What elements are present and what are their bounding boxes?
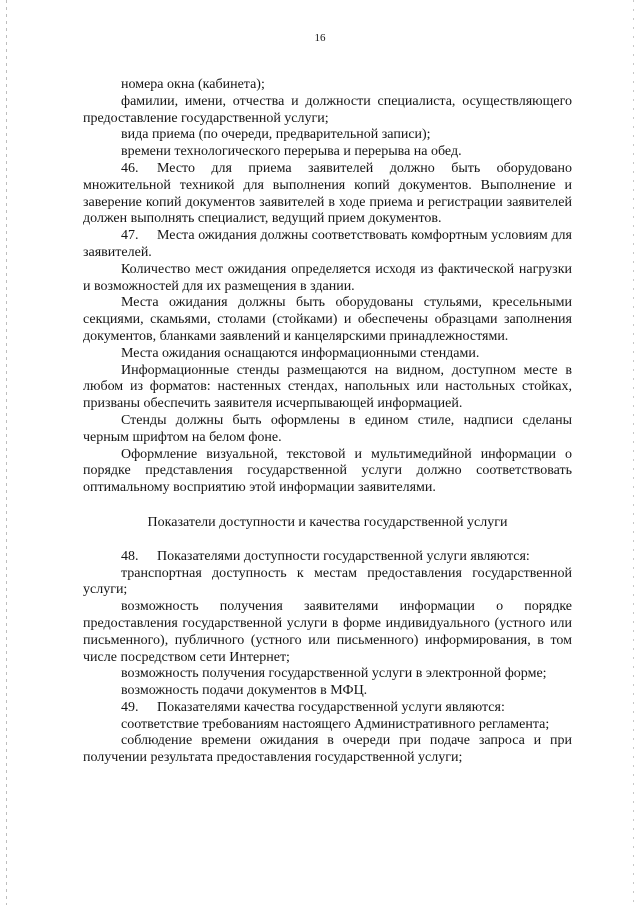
paragraph [83,127,572,144]
paragraph [83,94,572,128]
paragraph-text: фамилии, имени, отчества и должности специалиста, осуществляющего предоставление государственной услуги; [83,93,572,126]
scan-edge-right [633,0,634,905]
paragraph-text: Места ожидания должны соответствовать комфортным условиям для заявителей. [83,228,572,260]
clause-number: 49. [121,699,139,715]
paragraph-text: транспортная доступность к местам предоставления государственной услуги; [83,565,572,598]
paragraph-text: Места ожидания должны быть оборудованы стульями, кресельными секциями, скамьями, столами (стойками) и обеспечены образцами заполнения документов, бланками заявлений и канцелярскими принадлежностями. [83,295,572,344]
paragraph [83,161,572,228]
paragraph [83,447,572,497]
paragraph [83,700,572,717]
paragraph [83,683,572,700]
paragraph-text: соответствие требованиям настоящего Административного регламента; [121,716,550,732]
paragraph-text: Стенды должны быть оформлены в едином стиле, надписи сделаны черным шрифтом на белом фоне. [83,412,572,445]
paragraph-block-b [83,549,572,767]
page-number: 16 [314,32,326,44]
paragraph-text: возможность подачи документов в МФЦ. [121,683,368,699]
paragraph-text: Показателями доступности государственной услуги являются: [157,548,530,564]
paragraph [83,144,572,161]
clause-number: 47. [121,228,139,244]
paragraph-text: соблюдение времени ожидания в очереди при подаче запроса и при получении результата предоставления государственной услуги; [83,733,572,766]
paragraph-text: времени технологического перерыва и перерыва на обед. [121,144,462,160]
paragraph-text: вида приема (по очереди, предварительной записи); [121,127,431,143]
document-body [83,77,572,767]
clause-number: 48. [121,548,139,564]
paragraph-text: Показателями качества государственной услуги являются: [157,699,505,715]
paragraph [83,666,572,683]
paragraph-text: Места ожидания оснащаются информационными стендами. [121,345,480,361]
paragraph [83,295,572,345]
paragraph-text: Информационные стенды размещаются на видном, доступном месте в любом из форматов: настенных стендах, напольных или настольных стойках, призваны обеспечить заявителя исчерпывающей информацией. [83,362,572,412]
paragraph-text: Оформление визуальной, текстовой и мультимедийной информации о порядке представления государственной услуги должно соответствовать оптимальному восприятию этой информации заявителями. [83,446,572,496]
section-heading: Показатели доступности и качества государственной услуги [147,514,508,530]
paragraph [83,413,572,447]
paragraph-text: Количество мест ожидания определяется исходя из фактической нагрузки и возможностей для их размещения в здании. [83,261,572,294]
paragraph-text: возможность получения заявителями информации о порядке предоставления государственной услуги в форме индивидуального (устного или письменного), публичного (устного или письменного) информирования, в том числе посредством сети Интернет; [83,599,572,665]
paragraph [83,228,572,262]
paragraph-text: возможность получения государственной услуги в электронной форме; [121,666,547,682]
paragraph [83,262,572,296]
paragraph [83,599,572,666]
paragraph-block-a [83,77,572,497]
paragraph-text: номера окна (кабинета); [121,77,265,92]
clause-number: 46. [121,160,139,176]
paragraph-text: Место для приема заявителей должно быть оборудовано множительной техникой для выполнения копий документов. Выполнение и заверение копий документов заявителей в ходе приема и регистрации заявителей должен выполнять специалист, ведущий прием документов. [83,160,572,227]
paragraph [83,363,572,413]
paragraph [83,733,572,767]
paragraph [83,549,572,566]
paragraph [83,77,572,94]
paragraph [83,717,572,734]
paragraph [83,566,572,600]
paragraph [83,346,572,363]
scan-edge-left [6,0,7,905]
